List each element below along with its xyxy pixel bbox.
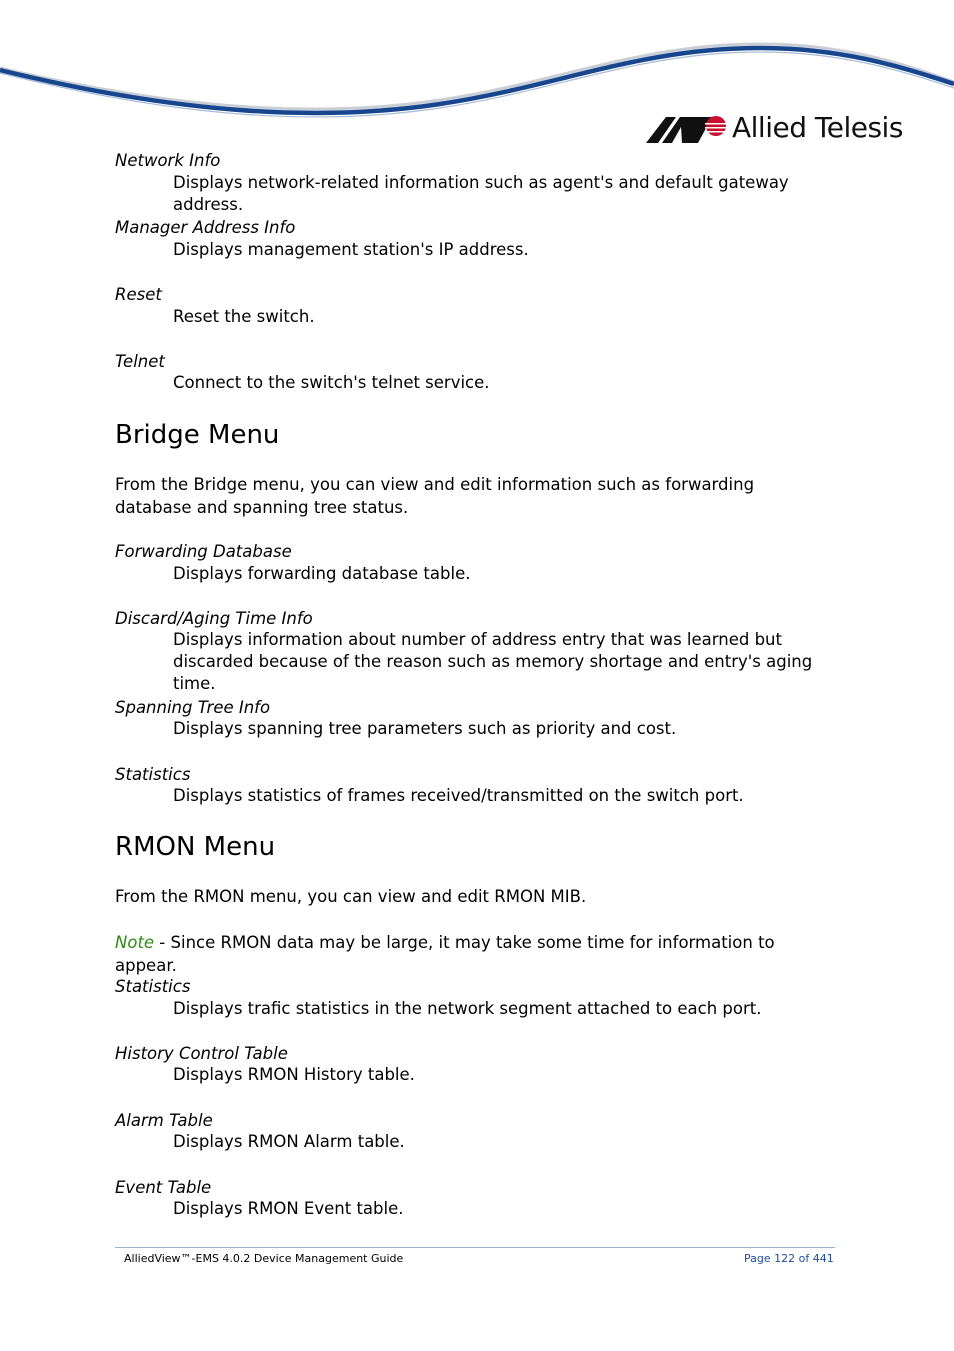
desc-bridge-statistics: Displays statistics of frames received/transmitted on the switch port. (173, 786, 744, 805)
desc-rmon-statistics: Displays trafic statistics in the network segment attached to each port. (173, 999, 762, 1018)
desc-spanning-tree-info: Displays spanning tree parameters such as priority and cost. (173, 719, 677, 738)
logo-mark-icon (646, 113, 728, 143)
term-alarm-table: Alarm Table (115, 1111, 213, 1130)
bridge-intro: From the Bridge menu, you can view and edit information such as forwarding database and spanning tree status. (115, 475, 755, 517)
heading-bridge-menu: Bridge Menu (115, 420, 280, 450)
note-text: - Since RMON data may be large, it may take some time for information to appear. (115, 933, 775, 975)
desc-network-info: Displays network-related information such as agent's and default gateway address. (173, 173, 789, 214)
note-label: Note (115, 933, 155, 952)
term-spanning-tree-info: Spanning Tree Info (115, 698, 271, 717)
term-discard-aging-time-info: Discard/Aging Time Info (115, 609, 313, 628)
rmon-note (115, 931, 835, 977)
desc-forwarding-database: Displays forwarding database table. (173, 564, 471, 583)
desc-telnet: Connect to the switch's telnet service. (173, 373, 490, 392)
term-reset: Reset (115, 285, 162, 304)
term-bridge-statistics: Statistics (115, 765, 191, 784)
term-rmon-statistics: Statistics (115, 977, 191, 996)
desc-discard-aging-time-info: Displays information about number of address entry that was learned but discarded because of the reason such as memory shortage and entry's aging time. (173, 630, 813, 693)
desc-history-control-table: Displays RMON History table. (173, 1065, 415, 1084)
logo-text: Allied Telesis (732, 111, 903, 144)
term-history-control-table: History Control Table (115, 1044, 288, 1063)
desc-manager-address-info: Displays management station's IP address. (173, 240, 529, 259)
term-forwarding-database: Forwarding Database (115, 542, 292, 561)
allied-telesis-logo (646, 108, 903, 148)
footer-doc-title: AlliedView™-EMS 4.0.2 Device Management Guide (124, 1252, 404, 1265)
footer-page-number: Page 122 of 441 (744, 1252, 834, 1265)
footer-divider (115, 1247, 835, 1248)
desc-reset: Reset the switch. (173, 307, 315, 326)
desc-event-table: Displays RMON Event table. (173, 1199, 404, 1218)
heading-rmon-menu: RMON Menu (115, 832, 276, 862)
term-network-info: Network Info (115, 151, 221, 170)
term-event-table: Event Table (115, 1178, 212, 1197)
desc-alarm-table: Displays RMON Alarm table. (173, 1132, 405, 1151)
term-telnet: Telnet (115, 352, 165, 371)
term-manager-address-info: Manager Address Info (115, 218, 296, 237)
rmon-intro: From the RMON menu, you can view and edit RMON MIB. (115, 887, 587, 906)
